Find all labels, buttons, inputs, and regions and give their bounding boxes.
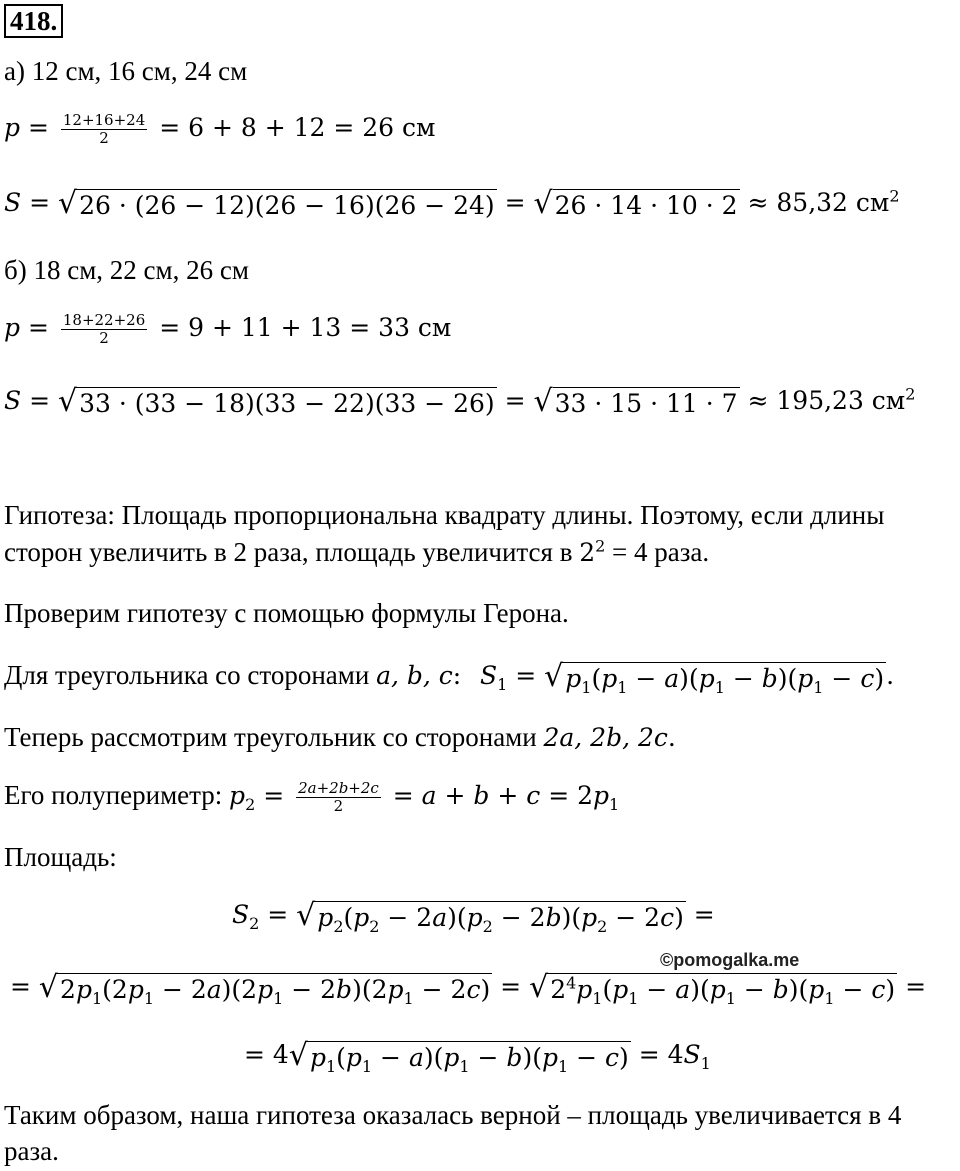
s-symbol: S = (4, 188, 51, 217)
radicand: 26 · (26 − 12)(26 − 16)(26 − 24) (79, 191, 495, 220)
part-a-area: S = √ 26 · (26 − 12)(26 − 16)(26 − 24) = √ 26 · 14 · 10 · 2 ≈ 85,32 $см^2$ (4, 186, 900, 221)
part-a-label: а) 12 см, 16 см, 24 см (4, 56, 248, 86)
semi-perimeter-line (4, 780, 619, 815)
derivation-line-2: = √ $2p_1(2p_1 - 2a)(2p_1 - 2b)(2p_1 - 2c)$ = √ $2^4p_1(p_1 - a)(p_1 - b)(p_1 - c)$ = (10, 970, 927, 1008)
triangle-sides: a, b, c (376, 661, 453, 690)
fraction-denominator: 2 (99, 129, 109, 147)
problem-number: 418. (4, 4, 63, 38)
now-text: Теперь рассмотрим треугольник со сторонами (4, 722, 537, 752)
p-symbol: p (4, 313, 21, 342)
conclusion-line-1: Таким образом, наша гипотеза оказалась верной – площадь увеличивается в 4 (4, 1100, 902, 1130)
s-symbol: S = (4, 386, 51, 415)
power-expression: $2^2$ (579, 536, 606, 567)
perimeter-fraction (61, 112, 147, 147)
sqrt-expression: √ 26 · (26 − 12)(26 − 16)(26 − 24) (57, 186, 495, 221)
perimeter-result: = 9 + 11 + 13 = 33 см (159, 313, 452, 342)
area-result: ≈ 85,32 $см^2$ (747, 186, 900, 217)
radicand: 33 · 15 · 11 · 7 (554, 389, 738, 418)
triangle-text: Для треугольника со сторонами (4, 660, 370, 690)
derivation-line-3: = 4 √ $p_1(p_1 - a)(p_1 - b)(p_1 - c)$ = $4S_1$ (244, 1038, 711, 1076)
fraction-numerator: 2a+2b+2c (298, 779, 379, 797)
now-line: Теперь рассмотрим треугольник со сторонами 2a, 2b, 2c. (4, 722, 676, 752)
perimeter-fraction (61, 312, 147, 347)
sqrt-expression: √ 33 · (33 − 18)(33 − 22)(33 − 26) (57, 384, 495, 419)
now-sides: 2a, 2b, 2c (543, 723, 668, 752)
area-result: ≈ 195,23 $см^2$ (747, 384, 916, 415)
fraction-denominator: 2 (99, 329, 109, 347)
hypothesis-tail: = 4 раза. (612, 537, 710, 567)
fraction-numerator: 18+22+26 (62, 311, 146, 329)
fraction-numerator: 12+16+24 (62, 111, 146, 129)
fraction-denominator: 2 (333, 797, 344, 815)
part-b-label: б) 18 см, 22 см, 26 см (4, 255, 249, 285)
sqrt-expression: √ 33 · 15 · 11 · 7 (533, 384, 738, 419)
hypothesis-line-1: Гипотеза: Площадь пропорциональна квадрату длины. Поэтому, если длины (4, 500, 885, 530)
part-b-area: S = √ 33 · (33 − 18)(33 − 22)(33 − 26) = √ 33 · 15 · 11 · 7 ≈ 195,23 $см^2$ (4, 384, 916, 419)
semi-text: Его полупериметр: (4, 780, 223, 810)
part-a-perimeter: p = $\frac{12+16+24}{2}$ = 6 + 8 + 12 = 26 см (4, 111, 436, 147)
part-b-perimeter: p = $\frac{18+22+26}{2}$ = 9 + 11 + 13 = 33 см (4, 311, 452, 347)
derivation-line-1: $S_2$ = √ $p_2(p_2 - 2a)(p_2 - 2b)(p_2 - 2c)$ = (232, 898, 715, 936)
radicand: 33 · (33 − 18)(33 − 22)(33 − 26) (79, 389, 495, 418)
hypothesis-line-2 (4, 537, 709, 568)
hypothesis-text: сторон увеличить в 2 раза, площадь увеличится в (4, 537, 573, 567)
perimeter-result: = 6 + 8 + 12 = 26 см (159, 113, 436, 142)
watermark: ©pomogalka.me (660, 950, 800, 970)
area-label: Площадь: (4, 842, 117, 872)
triangle-abc-line: Для треугольника со сторонами a, b, c: $S_1$ = √ $p_1(p_1 - a)(p_1 - b)(p_1 - c)$ . (4, 659, 895, 697)
conclusion-line-2: раза. (4, 1136, 59, 1166)
semi-formula: $p_2$ = $\frac{2a+2b+2c}{2}$ = $a + b + c = 2p_1$ (229, 779, 620, 815)
sqrt-expression: √ 26 · 14 · 10 · 2 (533, 186, 738, 221)
check-text: Проверим гипотезу с помощью формулы Герона. (4, 598, 569, 628)
radicand: 26 · 14 · 10 · 2 (554, 191, 738, 220)
p-symbol: p (4, 113, 21, 142)
heron-s1: $S_1$ = √ $p_1(p_1 - a)(p_1 - b)(p_1 - c)$ . (479, 659, 895, 697)
